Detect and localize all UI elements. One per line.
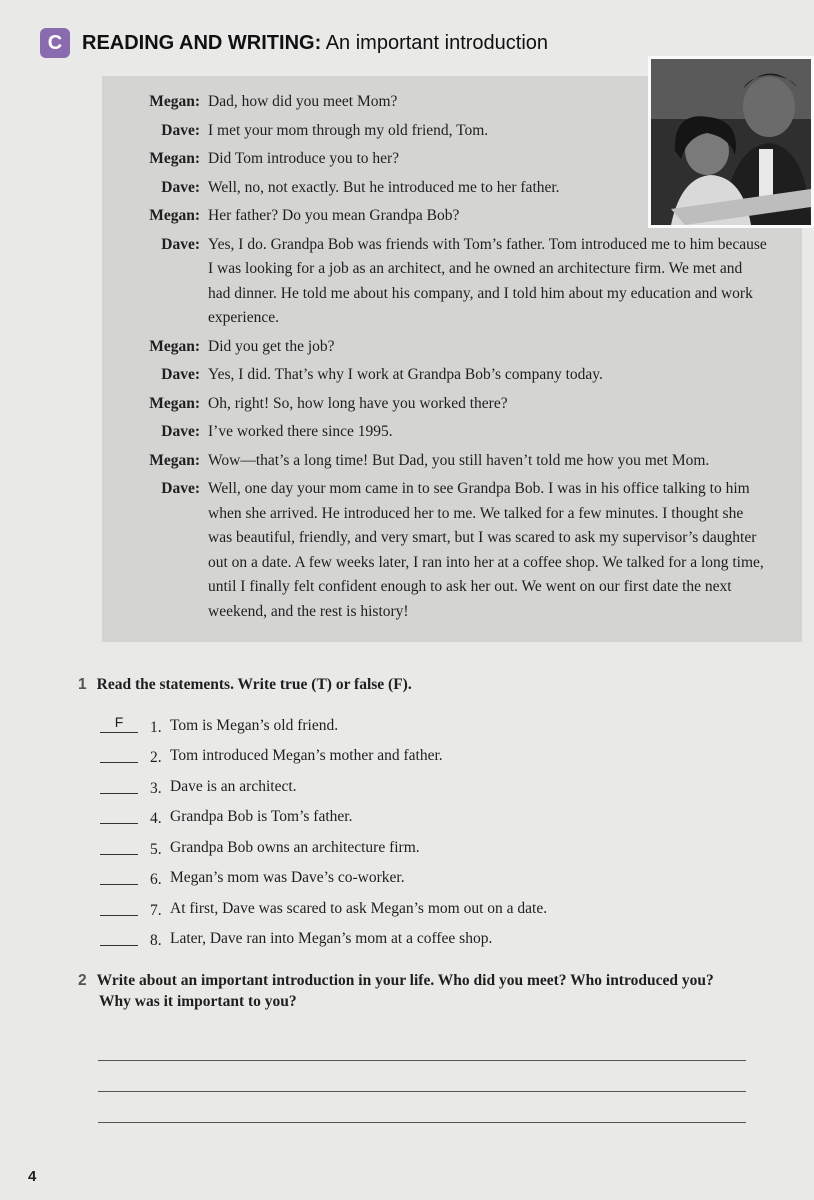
statement-row (100, 706, 600, 737)
statement-text: At first, Dave was scared to ask Megan’s mom out on a date. (170, 899, 548, 917)
answer-blank[interactable] (100, 775, 138, 794)
dialogue-line (102, 477, 802, 624)
speech-text: Well, one day your mom came in to see Grandpa Bob. I was in his office talking to him when she arrived. He introduced her to me. We talked for a few minutes. I thought she was beautiful, friendly, and very smart, but I was scared to ask my supervisor’s daughter out on a date. A few weeks later, I ran into her at a coffee shop. We talked for a long time, until I finally felt confident enough to ask her out. We went on our first date the next weekend, and the rest is history! (208, 480, 764, 620)
statement-number: 4. (150, 810, 162, 827)
answer-blank[interactable] (100, 836, 138, 855)
speaker-name: Dave: (161, 366, 200, 383)
speech-text: Yes, I do. Grandpa Bob was friends with Tom’s father. Tom introduced me to him because I was looking for a job as an architect, and he owned an architecture firm. We met and had dinner. He told me about his company, and I told him about my education and work experience. (208, 235, 767, 326)
exercise-2-instruction-line2: Why was it important to you? (99, 993, 297, 1010)
statement-row (100, 737, 600, 768)
page-number: 4 (28, 1168, 37, 1185)
statement-text: Grandpa Bob is Tom’s father. (170, 808, 353, 825)
exercise-1-instruction: Read the statements. Write true (T) or false (F). (96, 676, 412, 693)
speaker-name: Megan: (149, 394, 200, 412)
speaker-name: Dave: (161, 480, 200, 497)
statement-row (100, 798, 600, 829)
dialogue-line (102, 420, 802, 445)
speech-text: I’ve worked there since 1995. (208, 423, 393, 440)
exercise-2-title (78, 970, 808, 1012)
speaker-name: Megan: (149, 93, 200, 110)
speech-text: Wow—that’s a long time! But Dad, you still haven’t told me how you met Mom. (208, 451, 710, 469)
answer-blank[interactable]: F (100, 714, 138, 733)
statement-text: Megan’s mom was Dave’s co-worker. (170, 869, 405, 886)
statement-number: 1. (150, 718, 162, 736)
section-heading (82, 32, 548, 55)
speech-text: Well, no, not exactly. But he introduced me to her father. (208, 178, 560, 196)
answer-blank[interactable] (100, 897, 138, 916)
speaker-name: Megan: (149, 150, 200, 167)
speech-text: Yes, I did. That’s why I work at Grandpa Bob’s company today. (208, 366, 603, 383)
speech-text: I met your mom through my old friend, Tom. (208, 121, 489, 139)
dialogue-line (102, 392, 802, 417)
answer-blank[interactable] (100, 744, 138, 763)
writing-line-3[interactable] (98, 1092, 746, 1123)
statement-text: Tom introduced Megan’s mother and father. (170, 747, 443, 764)
statement-text: Grandpa Bob owns an architecture firm. (170, 838, 420, 856)
speaker-name: Megan: (149, 451, 200, 469)
answer-blank[interactable] (100, 805, 138, 824)
writing-line-2[interactable] (98, 1061, 746, 1092)
writing-line-1[interactable] (98, 1030, 746, 1061)
statement-text: Tom is Megan’s old friend. (170, 716, 339, 734)
exercise-2-instruction-line1: Write about an important introduction in your life. Who did you meet? Who introduced you? (96, 972, 714, 989)
speaker-name: Dave: (161, 423, 200, 440)
statement-number: 8. (150, 932, 162, 949)
statement-row (100, 767, 600, 798)
speech-text: Did you get the job? (208, 337, 335, 355)
dialogue-line (102, 363, 802, 388)
statement-row (100, 920, 600, 951)
statement-row (100, 828, 600, 859)
statement-number: 3. (150, 779, 162, 797)
answer-blank[interactable] (100, 927, 138, 946)
section-heading-bold: READING AND WRITING: (82, 31, 322, 54)
exercise-1-title (78, 676, 412, 694)
speaker-name: Dave: (161, 121, 200, 139)
speech-text: Dad, how did you meet Mom? (208, 93, 398, 110)
father-daughter-photo (648, 56, 814, 228)
section-heading-rest: An important introduction (325, 31, 549, 54)
dialogue-line (102, 233, 802, 331)
true-false-statements (100, 706, 600, 950)
statement-text: Later, Dave ran into Megan’s mom at a coffee shop. (170, 930, 493, 947)
statement-row (100, 889, 600, 920)
writing-lines (98, 1030, 746, 1123)
speaker-name: Dave: (161, 178, 200, 196)
statement-number: 2. (150, 749, 162, 766)
speech-text: Oh, right! So, how long have you worked there? (208, 394, 508, 412)
dialogue-line (102, 449, 802, 474)
statement-number: 6. (150, 871, 162, 888)
speaker-name: Megan: (149, 337, 200, 355)
exercise-1-number: 1 (78, 676, 87, 693)
speaker-name: Megan: (149, 207, 200, 224)
section-header (40, 28, 548, 58)
speech-text: Did Tom introduce you to her? (208, 150, 400, 167)
speech-text: Her father? Do you mean Grandpa Bob? (208, 207, 460, 224)
dialogue-line (102, 335, 802, 360)
answer-blank[interactable] (100, 866, 138, 885)
statement-text: Dave is an architect. (170, 777, 297, 795)
speaker-name: Dave: (161, 235, 200, 253)
statement-number: 5. (150, 840, 162, 858)
statement-row (100, 859, 600, 890)
exercise-2-number: 2 (78, 972, 87, 989)
statement-number: 7. (150, 901, 162, 919)
section-badge: C (40, 28, 70, 58)
